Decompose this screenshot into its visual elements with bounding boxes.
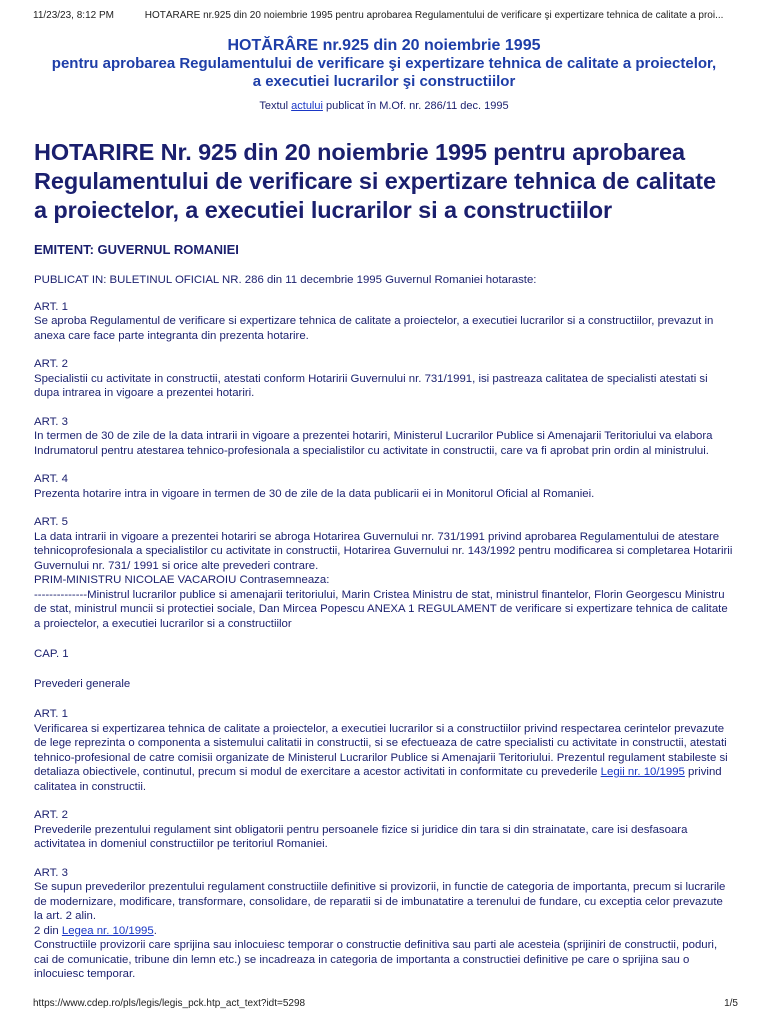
publication-prefix: Textul — [259, 100, 292, 112]
contrasemnatari-text: --------------Ministrul lucrarilor publice si amenajarii teritoriului, Marin Cristea Ministru de stat, ministrul finantelor, Florin Georgescu Ministru de stat, ministrul muncii si protectiei sociale, Dan Mircea Popescu ANEXA 1 REGULAMENT de verificare si expertizare tehnica de calitate a proiectelor, a executiei lucrarilor si a constructiilor — [34, 588, 728, 630]
reg-art-3-reference — [34, 924, 734, 939]
print-footer — [33, 998, 738, 1009]
reg-art-1-body: Verificarea si expertizarea tehnica de calitate a proiectelor, a executiei lucrarilor si a constructiilor privind respectarea cerintelor prevazute de lege reprezinta o componenta a sistemului calitatii in constructii, si se efectueaza de catre specialisti cu activitate in constructii, atestati tehnico-profesional de catre comisii organizate de Ministerul Lucrarilor Publice si Amenajarii Teritoriului. Prezentul regulament stabileste si detaliaza obiectivele, continutul, precum si modul de exercitare a acestor activitati in conformitate cu prevederile — [34, 722, 728, 778]
publication-suffix: publicat în M.Of. nr. 286/11 dec. 1995 — [322, 100, 509, 112]
lege-10-1995-link[interactable]: Legii nr. 10/1995 — [600, 766, 685, 778]
header-title-line-2: pentru aprobarea Regulamentului de verificare şi expertizare tehnica de calitate a proiectelor, — [51, 55, 717, 72]
cap-1-title: Prevederi generale — [34, 677, 131, 690]
print-url: https://www.cdep.ro/pls/legis/legis_pck.htp_act_text?idt=5298 — [33, 998, 306, 1009]
header-title-line-3: a executiei lucrarilor şi constructiilor — [252, 73, 516, 90]
art-5-text: La data intrarii in vigoare a prezentei hotariri se abroga Hotarirea Guvernului nr. 731/1991 privind aprobarea Regulamentului de atestare tehnicoprofesionala a specialistilor cu activitate in constructii, Hotarirea Guvernului nr. 143/1992 pentru modificarea si completarea Hotaririi Guvernului nr. 731/ 1991 si orice alte prevederi contrare. — [34, 530, 733, 572]
header-title-line-1: HOTĂRÂRE nr.925 din 20 noiembrie 1995 — [227, 37, 541, 54]
art-1-text: Se aproba Regulamentul de verificare si expertizare tehnica de calitate a proiectelor, a executiei lucrarilor si a constructiilor, prevazut in anexa care face parte integranta din prezenta hotarire. — [34, 315, 714, 342]
reg-art-2-label: ART. 2 — [34, 809, 68, 821]
act-link[interactable]: actului — [291, 100, 323, 112]
art-2-label: ART. 2 — [34, 358, 68, 370]
art-3-label: ART. 3 — [34, 415, 68, 428]
legea-10-1995-link[interactable]: Legea nr. 10/1995 — [61, 924, 154, 937]
reg-art-2-text: Prevederile prezentului regulament sint obligatorii pentru persoanele fizice si juridice din tara si din strainatate, care isi desfasoara activitatea in domeniul constructiilor pe teritoriul Romaniei. — [34, 823, 688, 850]
publicat-in-text: PUBLICAT IN: BULETINUL OFICIAL NR. 286 din 11 decembrie 1995 Guvernul Romaniei hotaraste: — [34, 274, 537, 286]
reg-art-3-text-2: Constructiile provizorii care sprijina sau inlocuiesc temporar o constructie definitiva sau parti ale acesteia (sprijiniri de constructii, poduri, cai de comunicatie, tribune din lemn etc.) se incadreaza in categoria de importanta a constructiei definitive pe care o sprijina sau o inlocuiesc temporar. — [34, 939, 718, 980]
art-2-text: Specialistii cu activitate in constructii, atestati conform Hotaririi Guvernului nr. 731/1991, isi pastreaza calitatea de specialisti atestati si dupa intrarea in vigoare a prezentei hotariri. — [34, 372, 708, 399]
page-number: 1/5 — [724, 998, 738, 1009]
cap-1-label: CAP. 1 — [34, 648, 69, 660]
print-header — [33, 10, 738, 21]
art-4-label: ART. 4 — [34, 473, 68, 485]
reg-art-1-suffix: privind calitatea in constructii. — [34, 766, 722, 793]
reg-art-3-ref-prefix: 2 din — [34, 924, 62, 937]
art-1-label: ART. 1 — [34, 300, 68, 313]
publication-note — [34, 100, 734, 112]
reg-art-1-text — [34, 722, 734, 795]
emitent-heading: EMITENT: GUVERNUL ROMANIEI — [34, 242, 239, 257]
reg-art-3-text: Se supun prevederilor prezentului regulament constructiile definitive si provizorii, in functie de categoria de importanta, precum si lucrarile de modernizare, modificare, transformare, consolidare, de reparatii si de imbunatatire a terenului de fundare, cu exceptia celor prevazute la art. 2 alin. — [34, 881, 726, 922]
reg-art-3-ref-suffix: . — [153, 924, 157, 937]
document-body — [34, 36, 734, 982]
art-4-text: Prezenta hotarire intra in vigoare in termen de 30 de zile de la data publicarii ei in Monitorul Oficial al Romaniei. — [34, 487, 595, 500]
art-3-text: In termen de 30 de zile de la data intrarii in vigoare a prezentei hotariri, Ministerul Lucrarilor Publice si Amenajarii Teritoriului va elabora Indrumatorul pentru atestarea tehnico-profesionala a specialistilor cu activitate in constructii, care va fi aprobat prin ordin al ministrului. — [34, 430, 713, 457]
act-title: HOTARIRE Nr. 925 din 20 noiembrie 1995 pentru aprobarea Regulamentului de verificare si expertizare tehnica de calitate a proiectelor, a executiei lucrarilor si a constructiilor — [34, 139, 716, 223]
print-page-title: HOTĂRÂRE nr.925 din 20 noiembrie 1995 pentru aprobarea Regulamentului de verificare şi expertizare tehnica de calitate a proi... — [144, 10, 724, 21]
art-5-label: ART. 5 — [34, 516, 68, 528]
print-datetime: 11/23/23, 8:12 PM — [33, 10, 114, 21]
prim-ministru-line: PRIM-MINISTRU NICOLAE VACAROIU Contrasemneaza: — [34, 574, 330, 586]
document-header-title — [34, 36, 734, 55]
reg-art-3-label: ART. 3 — [34, 866, 68, 879]
reg-art-1-label: ART. 1 — [34, 708, 68, 720]
